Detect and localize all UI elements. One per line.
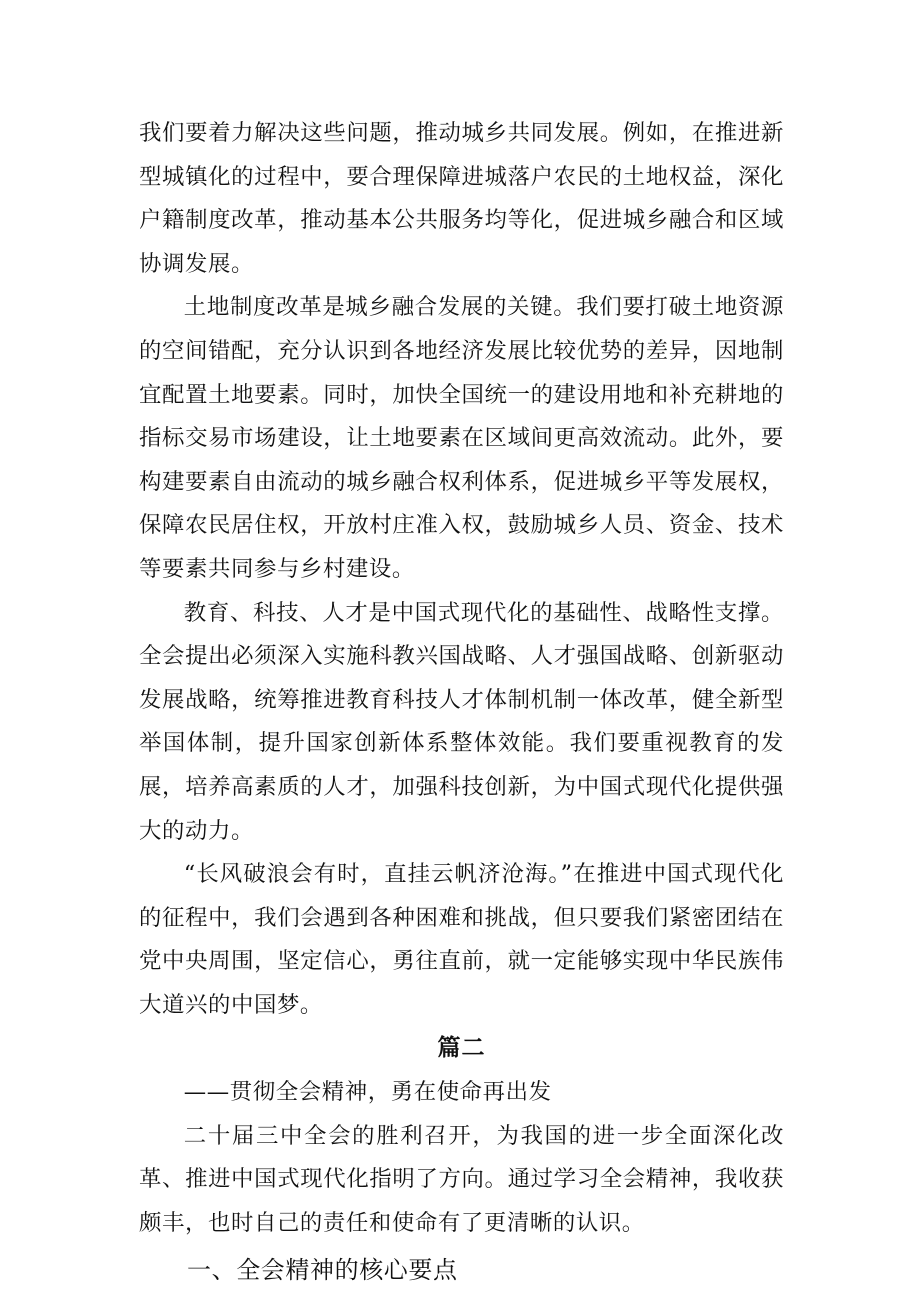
paragraph-continued: 我们要着力解决这些问题，推动城乡共同发展。例如，在推进新型城镇化的过程中，要合理保障进城落户农民的土地权益，深化户籍制度改革，推动基本公共服务均等化，促进城乡融合和区域协调发展。 bbox=[139, 120, 784, 277]
paragraph-quote: “长风破浪会有时，直挂云帆济沧海。”在推进中国式现代化的征程中，我们会遇到各种困难和挑战，但只要我们紧密团结在党中央周围，坚定信心，勇往直前，就一定能够实现中华民族伟大道兴的中国梦。 bbox=[139, 861, 784, 1018]
document-body bbox=[139, 112, 784, 1293]
paragraph-intro: 二十届三中全会的胜利召开，为我国的进一步全面深化改革、推进中国式现代化指明了方向。通过学习全会精神，我收获颇丰，也时自己的责任和使命有了更清晰的认识。 bbox=[139, 1122, 784, 1236]
section-heading: 一、全会精神的核心要点 bbox=[187, 1256, 458, 1285]
part-subtitle: ——贯彻全会精神，勇在使命再出发 bbox=[183, 1079, 552, 1106]
part-title: 篇二 bbox=[437, 1035, 486, 1062]
paragraph-land-reform: 土地制度改革是城乡融合发展的关键。我们要打破土地资源的空间错配，充分认识到各地经济发展比较优势的差异，因地制宜配置土地要素。同时，加快全国统一的建设用地和补充耕地的指标交易市场建设，让土地要素在区域间更高效流动。此外，要构建要素自由流动的城乡融合权利体系，促进城乡平等发展权，保障农民居住权，开放村庄准入权，鼓励城乡人员、资金、技术等要素共同参与乡村建设。 bbox=[139, 294, 784, 582]
paragraph-education: 教育、科技、人才是中国式现代化的基础性、战略性支撑。全会提出必须深入实施科教兴国战略、人才强国战略、创新驱动发展战略，统筹推进教育科技人才体制机制一体改革，健全新型举国体制，提升国家创新体系整体效能。我们要重视教育的发展，培养高素质的人才，加强科技创新，为中国式现代化提供强大的动力。 bbox=[139, 599, 784, 844]
